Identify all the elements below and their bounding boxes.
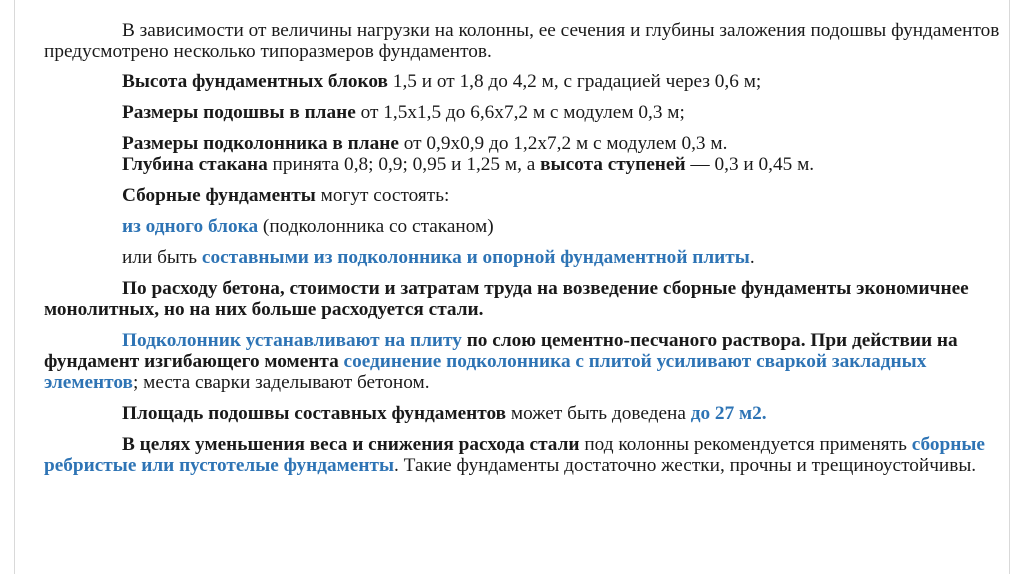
ribbed-hollow-highlight: сборные ребристые или пустотелые фундаменты [44,434,985,476]
page-left-edge [14,0,15,574]
installation-bold: по слою цементно-песчаного раствора. При действии на фундамент изгибающего момента [44,330,958,372]
weight-reduction-label: В целях уменьшения веса и снижения расхода стали [122,434,580,455]
block-height-label: Высота фундаментных блоков [122,71,388,92]
step-height-label: высота ступеней [540,154,686,175]
intro-text: В зависимости от величины нагрузки на колонны, ее сечения и глубины заложения подошвы фундаментов предусмотрено несколько типоразмеров фундаментов. [44,20,1000,62]
installation-end: ; места сварки заделывают бетоном. [132,372,430,393]
weight-reduction-end: . Такие фундаменты достаточно жестки, прочны и трещиноустойчивы. [394,455,977,476]
economy-text: По расходу бетона, стоимости и затратам труда на возведение сборные фундаменты экономичнее монолитных, но на них больше расходуется стали. [44,278,969,320]
composite-lead: или быть [122,247,202,268]
paragraph-composite [44,247,1004,268]
paragraph-single-block [44,216,1004,237]
sole-size-label: Размеры подошвы в плане [122,102,356,123]
paragraph-sole-area [44,403,1004,424]
paragraph-precast [44,185,1004,206]
precast-label: Сборные фундаменты [122,185,316,206]
paragraph-installation [44,330,1004,393]
single-block-text: (подколонника со стаканом) [258,216,494,237]
column-base-size-label: Размеры подколонника в плане [122,133,399,154]
installation-highlight: Подколонник устанавливают на плиту [122,330,462,351]
sole-area-text: может быть доведена [506,403,691,424]
document-body [44,20,1004,476]
page-right-edge [1009,0,1010,574]
sole-size-text: от 1,5х1,5 до 6,6х7,2 м с модулем 0,3 м; [355,102,685,123]
socket-depth-label: Глубина стакана [122,154,268,175]
sole-area-value: до 27 м2. [690,403,767,424]
paragraph-economy [44,278,1004,320]
welding-highlight: соединение подколонника с плитой усиливают сваркой закладных элементов [44,351,927,393]
step-height-text: — 0,3 и 0,45 м. [685,154,815,175]
precast-text: могут состоять: [315,185,450,206]
sole-area-label: Площадь подошвы составных фундаментов [122,403,507,424]
composite-highlight: составными из подколонника и опорной фундаментной плиты [201,247,750,268]
paragraph-intro [44,20,1004,62]
column-base-size-text: от 0,9х0,9 до 1,2х7,2 м с модулем 0,3 м. [398,133,728,154]
paragraph-socket-depth [44,154,1004,175]
weight-reduction-text: под колонны рекомендуется применять [579,434,912,455]
paragraph-block-height [44,71,1004,92]
single-block-highlight: из одного блока [122,216,259,237]
composite-end: . [749,247,755,268]
block-height-text: 1,5 и от 1,8 до 4,2 м, с градацией через 0,6 м; [387,71,762,92]
paragraph-column-base-size [44,133,1004,154]
socket-depth-text: принята 0,8; 0,9; 0,95 и 1,25 м, а [267,154,541,175]
paragraph-sole-size [44,102,1004,123]
paragraph-weight-reduction [44,434,1004,476]
